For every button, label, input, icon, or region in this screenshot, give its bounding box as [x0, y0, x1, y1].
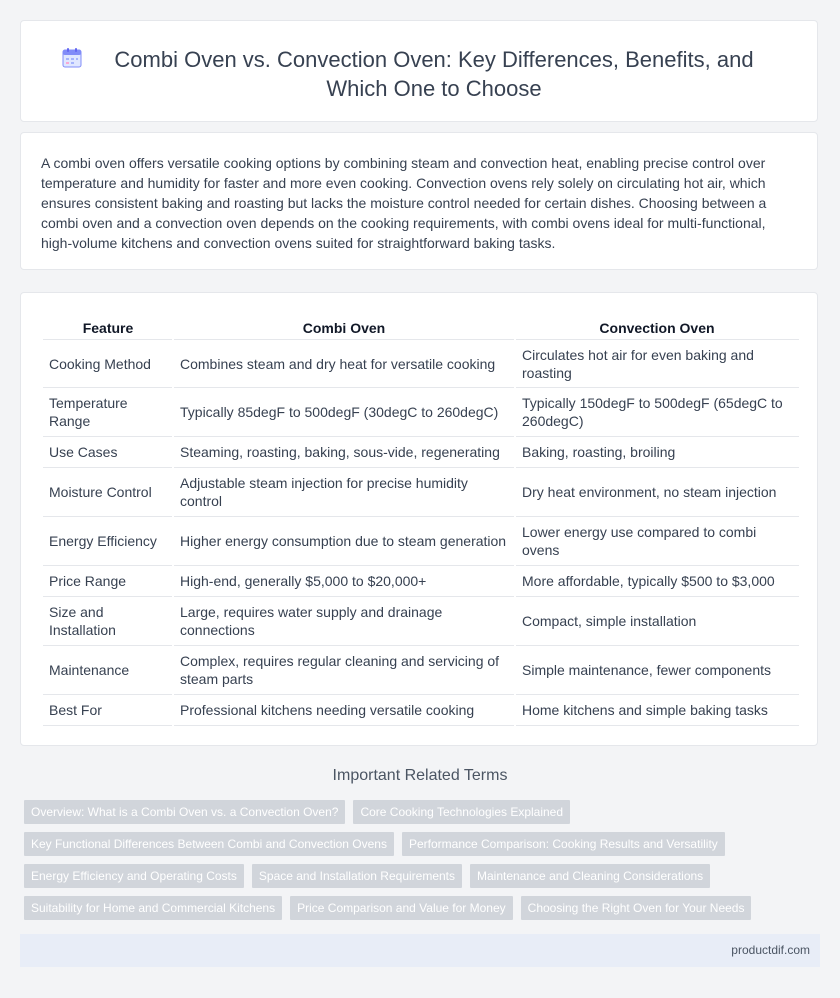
- related-term-tag[interactable]: Maintenance and Cleaning Considerations: [470, 864, 710, 888]
- tag-row: [24, 800, 824, 824]
- table-cell: Maintenance: [43, 646, 173, 695]
- table-cell: Professional kitchens needing versatile cooking: [173, 695, 515, 726]
- related-terms-title: Important Related Terms: [332, 767, 508, 784]
- table-row: [43, 517, 799, 566]
- table-cell: Higher energy consumption due to steam generation: [173, 517, 515, 566]
- table-row: [43, 437, 799, 468]
- table-cell: Size and Installation: [43, 597, 173, 646]
- table-row: [43, 695, 799, 726]
- table-row: [43, 597, 799, 646]
- table-cell: Temperature Range: [43, 388, 173, 437]
- related-term-tag[interactable]: Space and Installation Requirements: [252, 864, 462, 888]
- table-cell: Dry heat environment, no steam injection: [515, 468, 799, 517]
- intro-card: [20, 132, 818, 270]
- comparison-table: [43, 317, 799, 726]
- table-cell: Lower energy use compared to combi ovens: [515, 517, 799, 566]
- table-cell: Baking, roasting, broiling: [515, 437, 799, 468]
- related-term-tag[interactable]: Core Cooking Technologies Explained: [353, 800, 570, 824]
- tag-row: [24, 896, 824, 920]
- table-cell: Compact, simple installation: [515, 597, 799, 646]
- table-cell: Steaming, roasting, baking, sous-vide, regenerating: [173, 437, 515, 468]
- table-cell: Complex, requires regular cleaning and servicing of steam parts: [173, 646, 515, 695]
- intro-paragraph: A combi oven offers versatile cooking options by combining steam and convection heat, enabling precise control over temperature and humidity for faster and more even cooking. Convection ovens rely solely on circulating hot air, which ensures consistent baking and roasting but lacks the moisture control needed for certain dishes. Choosing between a combi oven and a convection oven depends on the cooking requirements, with combi ovens ideal for multi-functional, high-volume kitchens and convection ovens suited for straightforward baking tasks.: [41, 155, 767, 251]
- tag-row: [24, 832, 824, 856]
- table-cell: Cooking Method: [43, 340, 173, 388]
- table-cell: Moisture Control: [43, 468, 173, 517]
- table-cell: Simple maintenance, fewer components: [515, 646, 799, 695]
- comparison-table-card: [20, 292, 818, 746]
- table-cell: High-end, generally $5,000 to $20,000+: [173, 566, 515, 597]
- table-cell: Energy Efficiency: [43, 517, 173, 566]
- table-cell: Circulates hot air for even baking and roasting: [515, 340, 799, 388]
- table-cell: Use Cases: [43, 437, 173, 468]
- header-card: [20, 20, 818, 122]
- related-term-tag[interactable]: Overview: What is a Combi Oven vs. a Convection Oven?: [24, 800, 345, 824]
- table-cell: Best For: [43, 695, 173, 726]
- header-convection-oven: Convection Oven: [515, 317, 799, 340]
- related-term-tag[interactable]: Choosing the Right Oven for Your Needs: [521, 896, 752, 920]
- table-header-row: [43, 317, 799, 340]
- table-row: [43, 566, 799, 597]
- table-cell: Adjustable steam injection for precise humidity control: [173, 468, 515, 517]
- related-term-tag[interactable]: Energy Efficiency and Operating Costs: [24, 864, 244, 888]
- related-term-tag[interactable]: Key Functional Differences Between Combi and Convection Ovens: [24, 832, 394, 856]
- table-cell: Typically 150degF to 500degF (65degC to 260degC): [515, 388, 799, 437]
- table-row: [43, 340, 799, 388]
- table-row: [43, 388, 799, 437]
- header-combi-oven: Combi Oven: [173, 317, 515, 340]
- table-cell: Combines steam and dry heat for versatile cooking: [173, 340, 515, 388]
- header-feature: Feature: [43, 317, 173, 340]
- table-row: [43, 468, 799, 517]
- table-cell: Typically 85degF to 500degF (30degC to 260degC): [173, 388, 515, 437]
- footer-site[interactable]: productdif.com: [731, 943, 810, 957]
- table-cell: More affordable, typically $500 to $3,000: [515, 566, 799, 597]
- table-cell: Home kitchens and simple baking tasks: [515, 695, 799, 726]
- table-cell: Price Range: [43, 566, 173, 597]
- related-terms-list: [24, 800, 824, 928]
- related-term-tag[interactable]: Performance Comparison: Cooking Results and Versatility: [402, 832, 725, 856]
- related-term-tag[interactable]: Price Comparison and Value for Money: [290, 896, 513, 920]
- page-title: Combi Oven vs. Convection Oven: Key Differences, Benefits, and Which One to Choose: [114, 47, 754, 101]
- tag-row: [24, 864, 824, 888]
- table-cell: Large, requires water supply and drainage connections: [173, 597, 515, 646]
- footer: [20, 934, 820, 967]
- table-row: [43, 646, 799, 695]
- related-term-tag[interactable]: Suitability for Home and Commercial Kitchens: [24, 896, 282, 920]
